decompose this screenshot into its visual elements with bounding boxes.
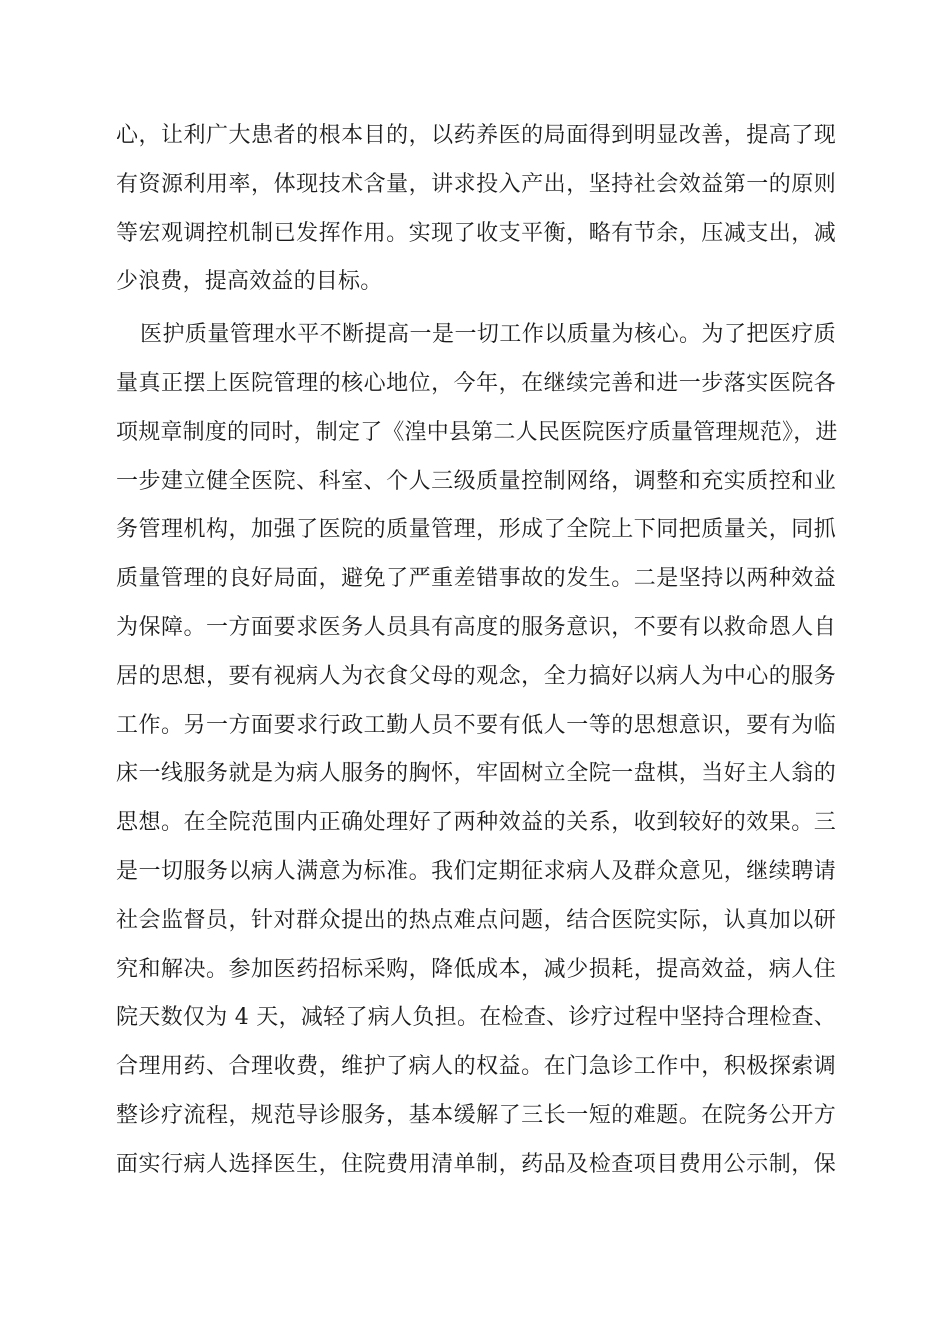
text-line: 居的思想，要有视病人为衣食父母的观念，全力搞好以病人为中心的服务	[116, 663, 836, 689]
text-line: 床一线服务就是为病人服务的胸怀，牢固树立全院一盘棋，当好主人翁的	[116, 761, 836, 787]
text-line: 究和解决。参加医药招标采购，降低成本，减少损耗，提高效益，病人住	[116, 956, 836, 982]
paragraph-2	[116, 311, 836, 1189]
text-line: 心，让利广大患者的根本目的，以药养医的局面得到明显改善，提高了现	[116, 123, 836, 148]
text-line: 工作。另一方面要求行政工勤人员不要有低人一等的思想意识，要有为临	[116, 712, 836, 738]
document-body	[116, 112, 836, 1190]
text-line: 是一切服务以病人满意为标准。我们定期征求病人及群众意见，继续聘请	[116, 858, 836, 884]
text-line: 务管理机构，加强了医院的质量管理，形成了全院上下同把质量关，同抓	[116, 517, 836, 543]
text-line: 一步建立健全医院、科室、个人三级质量控制网络，调整和充实质控和业	[116, 468, 836, 494]
text-line: 项规章制度的同时，制定了《湟中县第二人民医院医疗质量管理规范》，进	[116, 419, 838, 445]
text-line: 院天数仅为 4 天，减轻了病人负担。在检查、诊疗过程中坚持合理检查、	[116, 1005, 836, 1031]
paragraph-1	[116, 112, 836, 307]
text-line: 等宏观调控机制已发挥作用。实现了收支平衡，略有节余，压减支出，减	[116, 220, 836, 246]
text-line: 医护质量管理水平不断提高一是一切工作以质量为核心。为了把医疗质	[140, 322, 836, 348]
text-line: 少浪费，提高效益的目标。	[116, 269, 383, 295]
text-line: 为保障。一方面要求医务人员具有高度的服务意识，不要有以救命恩人自	[116, 614, 836, 640]
text-line: 社会监督员，针对群众提出的热点难点问题，结合医院实际，认真加以研	[116, 907, 836, 933]
text-line: 合理用药、合理收费，维护了病人的权益。在门急诊工作中，积极探索调	[116, 1054, 836, 1080]
text-line: 思想。在全院范围内正确处理好了两种效益的关系，收到较好的效果。三	[116, 810, 836, 836]
text-line: 面实行病人选择医生，住院费用清单制，药品及检查项目费用公示制，保	[116, 1151, 836, 1177]
text-line: 量真正摆上医院管理的核心地位，今年，在继续完善和进一步落实医院各	[116, 370, 836, 396]
text-line: 质量管理的良好局面，避免了严重差错事故的发生。二是坚持以两种效益	[116, 566, 836, 592]
text-line: 有资源利用率，体现技术含量，讲求投入产出，坚持社会效益第一的原则	[116, 171, 836, 197]
text-line: 整诊疗流程，规范导诊服务，基本缓解了三长一短的难题。在院务公开方	[116, 1102, 836, 1128]
